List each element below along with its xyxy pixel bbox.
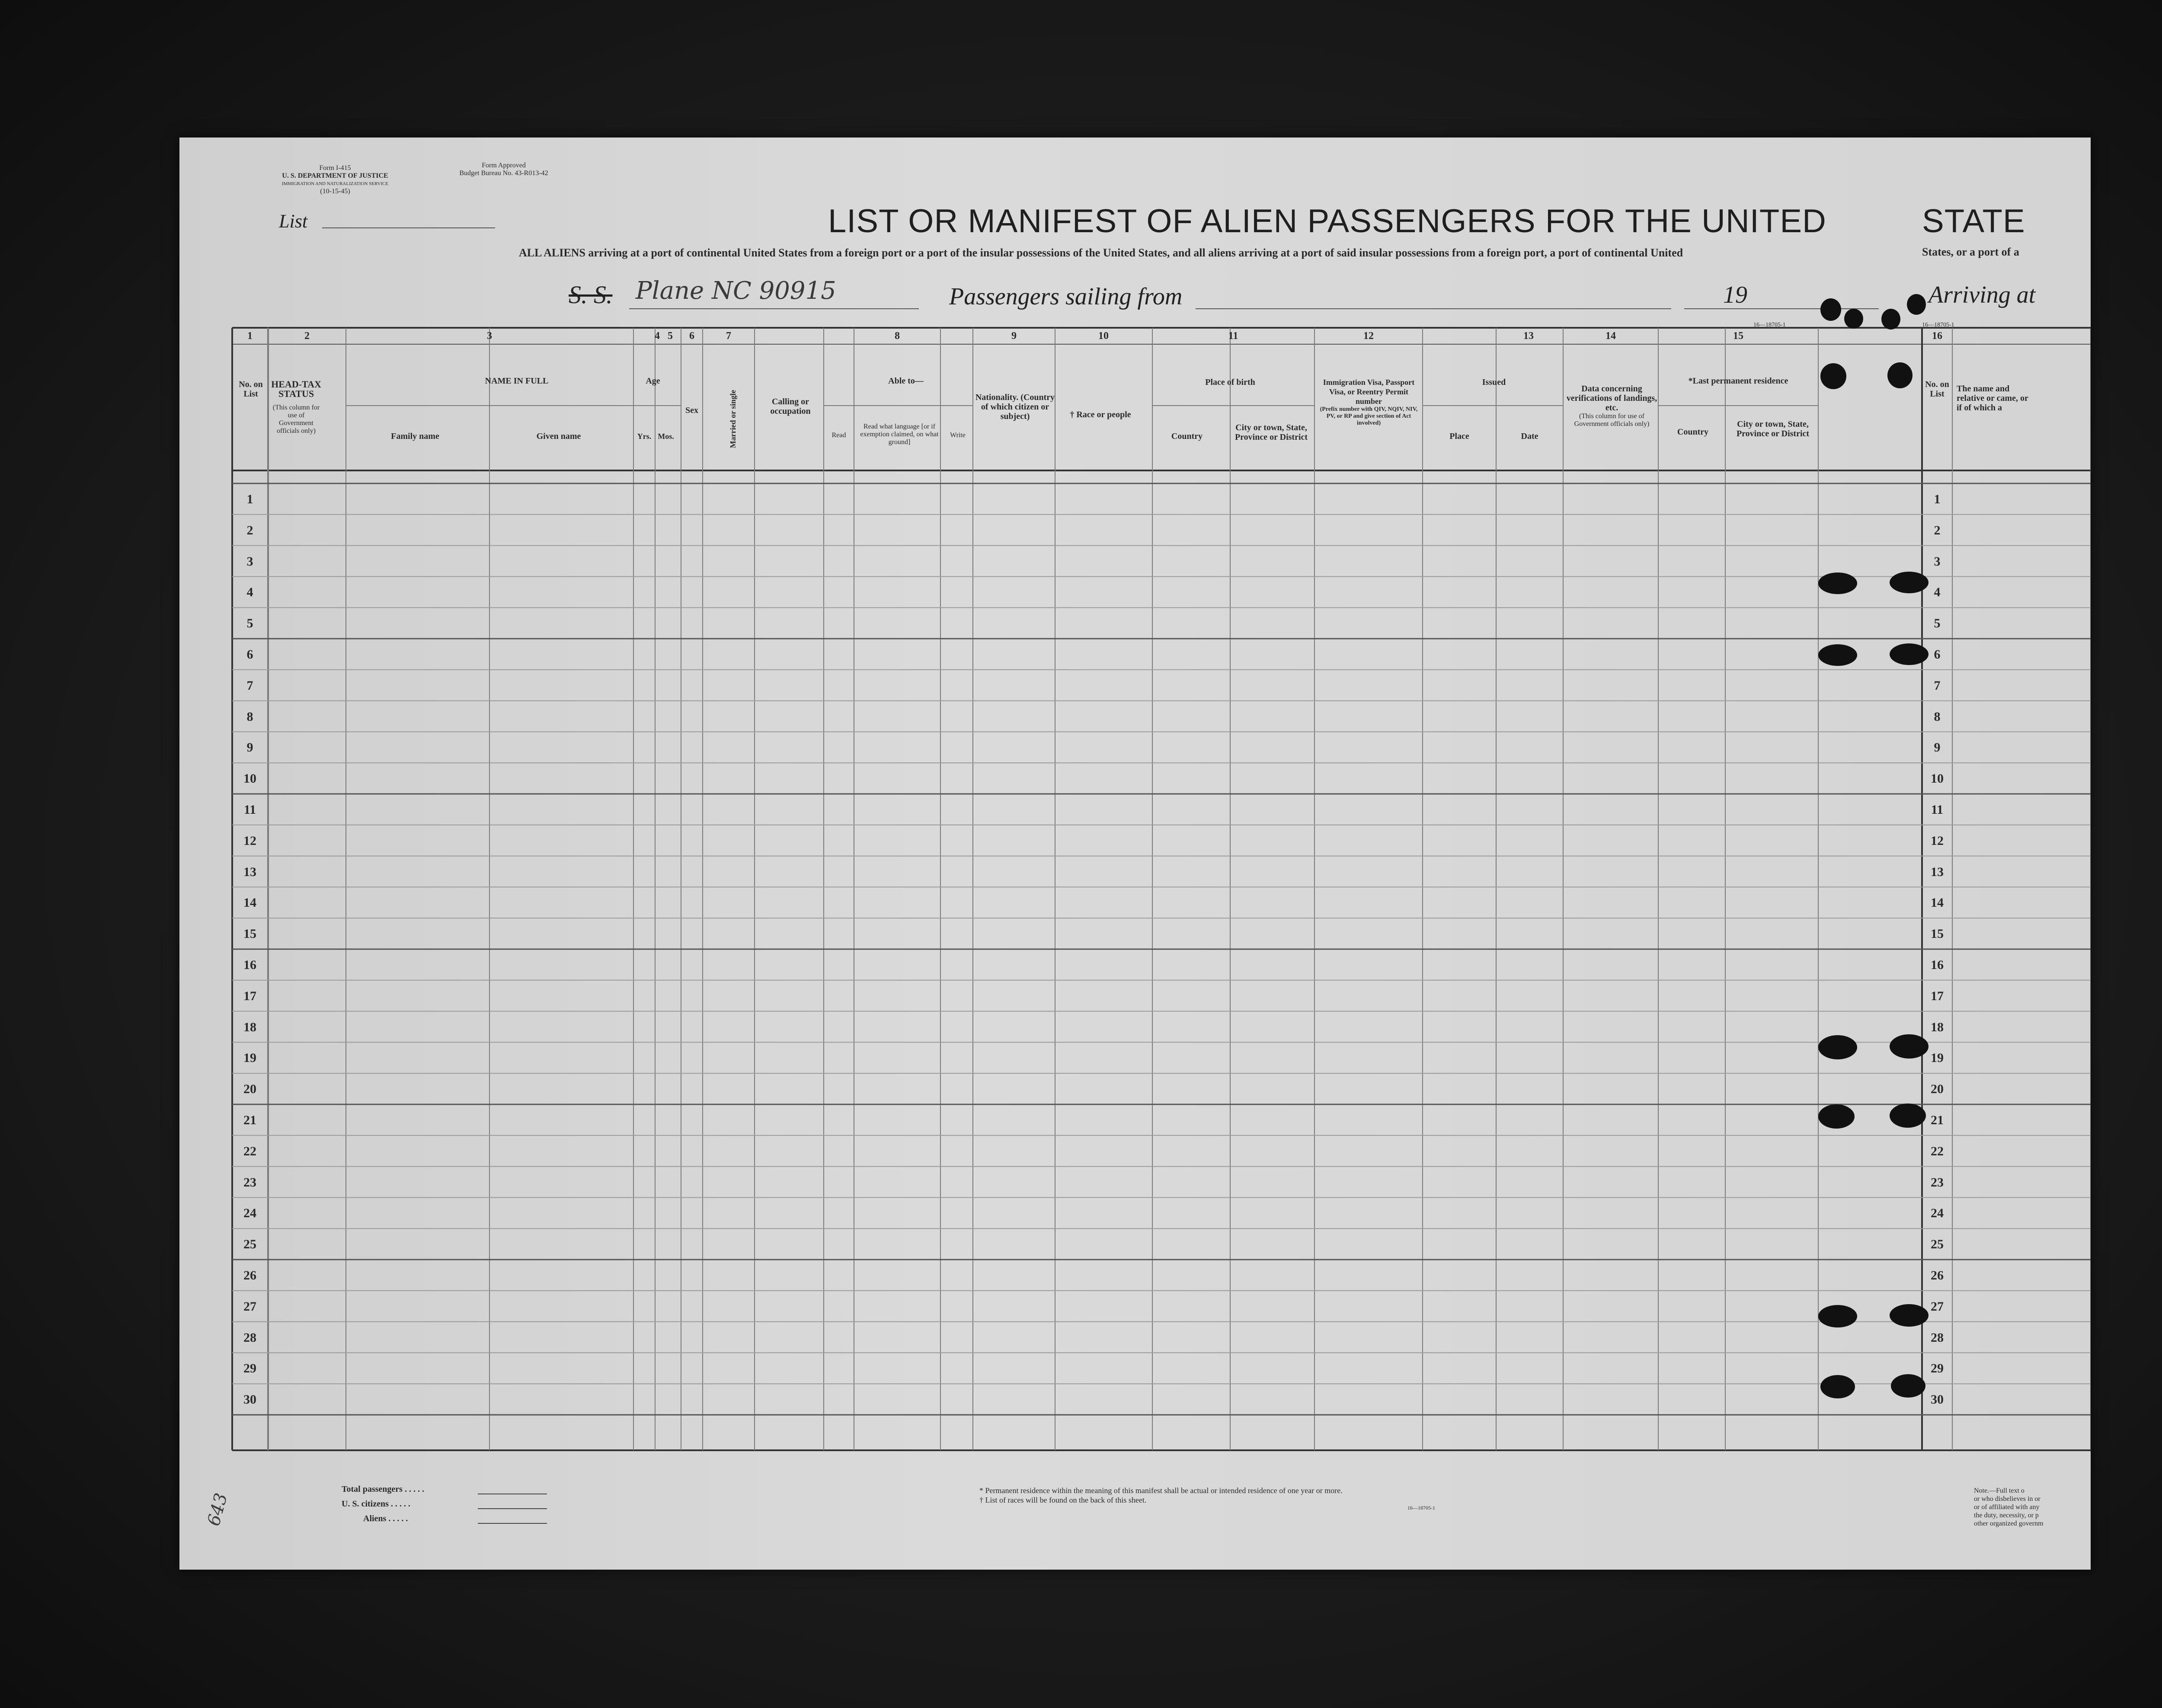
row-number: 1 (1934, 492, 1941, 506)
punch-hole (1818, 1104, 1855, 1129)
page-subtitle: ALL ALIENS arriving at a port of continental United States from a foreign port or a port of the insular possessions of the United States, and all aliens arriving at a port of said insular possessions from a foreign port, a port of continental United (519, 246, 1683, 259)
column-number: 10 (1098, 330, 1109, 342)
row-number: 1 (246, 492, 253, 506)
row-number: 25 (1931, 1237, 1944, 1252)
column-number: 3 (487, 330, 492, 342)
punch-hole (1891, 1374, 1925, 1398)
row-number: 5 (246, 616, 253, 631)
column-number: 1 (247, 330, 253, 342)
margin-handwritten-mark: 643 (204, 1491, 232, 1528)
row-number: 23 (243, 1175, 256, 1190)
row-number: 28 (243, 1330, 256, 1345)
row-number: 17 (1931, 988, 1944, 1003)
punch-hole (1820, 1375, 1855, 1398)
row-number: 30 (243, 1392, 256, 1407)
manifest-sheet (179, 138, 2091, 1570)
column-number: 8 (895, 330, 900, 342)
row-number: 11 (243, 803, 256, 817)
row-number: 3 (246, 554, 253, 569)
row-number: 13 (243, 864, 256, 879)
row-number: 14 (243, 896, 256, 910)
row-number: 28 (1931, 1330, 1944, 1345)
note-right: Note.—Full text o or who disbelieves in or or of affiliated with any the duty, necessity, or p other organized governm (1974, 1487, 2044, 1527)
row-number: 20 (1931, 1082, 1944, 1097)
year-prefix: 19 (1723, 281, 1747, 308)
row-number: 8 (246, 709, 253, 724)
us-citizens-label: U. S. citizens . . . . . (342, 1499, 410, 1509)
row-number: 19 (1931, 1051, 1944, 1065)
header-read-what-language: Read what language [or if exemption claimed, on what ground] (860, 423, 939, 446)
column-number: 6 (689, 330, 694, 342)
header-family-name: Family name (391, 432, 439, 441)
punch-hole (1844, 309, 1863, 329)
column-number: 11 (1228, 330, 1238, 342)
header-visa (1316, 377, 1422, 427)
header-issued-place: Place (1449, 432, 1469, 441)
row-number: 3 (1934, 554, 1941, 569)
row-number: 2 (246, 523, 253, 537)
punch-hole (1820, 298, 1841, 321)
punch-hole (1887, 362, 1913, 388)
header-residence-country: Country (1677, 427, 1709, 437)
form-approved: Form Approved (482, 162, 526, 169)
header-data-concerning (1565, 384, 1658, 428)
row-number: 4 (246, 585, 253, 600)
row-number: 16 (1931, 958, 1944, 972)
page-title-continued: STATE (1922, 203, 2025, 240)
row-number: 10 (1931, 771, 1944, 786)
row-number: 14 (1931, 896, 1944, 910)
department-name: U. S. DEPARTMENT OF JUSTICE (282, 172, 388, 179)
row-number: 17 (243, 988, 256, 1003)
total-passengers-label: Total passengers . . . . . (342, 1484, 424, 1494)
header-no-on-list: No. on List (239, 380, 263, 399)
form-date-code: (10-15-45) (320, 188, 350, 195)
row-number: 27 (1931, 1299, 1944, 1314)
row-number: 21 (243, 1113, 256, 1127)
header-given-name: Given name (536, 432, 581, 441)
row-number: 29 (243, 1361, 256, 1376)
print-code-top-right: 16—18705-1 (1922, 322, 1954, 328)
punch-hole (1820, 363, 1846, 389)
header-name-in-full: NAME IN FULL (485, 376, 549, 386)
header-last-residence: *Last permanent residence (1688, 376, 1788, 386)
row-number: 26 (1931, 1268, 1944, 1283)
header-married-or-single: Married or single (729, 390, 737, 448)
service-name: IMMIGRATION AND NATURALIZATION SERVICE (281, 181, 389, 186)
row-number: 11 (1931, 803, 1944, 817)
punch-hole (1818, 1305, 1857, 1327)
punch-hole (1907, 294, 1926, 315)
column-number: 15 (1733, 330, 1743, 342)
footnote-races: † List of races will be found on the back of this sheet. (979, 1496, 1147, 1504)
header-age-years: Yrs. (637, 432, 652, 441)
row-number: 22 (243, 1144, 256, 1158)
row-number: 24 (1931, 1206, 1944, 1221)
header-age: Age (646, 376, 660, 386)
row-number: 23 (1931, 1175, 1944, 1190)
header-race-or-people: † Race or people (1070, 410, 1131, 419)
row-number: 20 (243, 1082, 256, 1097)
row-number: 7 (246, 678, 253, 693)
punch-hole (1890, 1034, 1929, 1059)
row-number: 21 (1931, 1113, 1944, 1127)
header-visa-title: Immigration Visa, Passport Visa, or Reentry Permit number (1323, 378, 1415, 406)
row-number: 9 (246, 740, 253, 755)
punch-hole (1818, 573, 1857, 594)
row-number: 12 (1931, 833, 1944, 848)
header-place-of-birth: Place of birth (1205, 377, 1255, 387)
row-number: 10 (243, 771, 256, 786)
header-residence-city: City or town, State, Province or District (1736, 419, 1810, 438)
aliens-label: Aliens . . . . . (363, 1514, 408, 1523)
row-number: 29 (1931, 1361, 1944, 1376)
column-number: 4 (655, 330, 660, 342)
header-data-concerning-title: Data concerning verifications of landings, etc. (1566, 384, 1657, 413)
row-number: 9 (1934, 740, 1941, 755)
row-number: 2 (1934, 523, 1941, 537)
punch-hole (1890, 1304, 1929, 1327)
row-number: 6 (246, 647, 253, 662)
page-title: LIST OR MANIFEST OF ALIEN PASSENGERS FOR THE UNITED (828, 203, 1826, 240)
punch-hole (1818, 1035, 1857, 1059)
punch-hole (1890, 643, 1929, 665)
column-number: 13 (1523, 330, 1534, 342)
punch-hole (1890, 572, 1929, 593)
row-number: 7 (1934, 678, 1941, 693)
column-number: 14 (1606, 330, 1616, 342)
row-number: 30 (1931, 1392, 1944, 1407)
column-number: 2 (304, 330, 310, 342)
row-number: 8 (1934, 709, 1941, 724)
header-age-months: Mos. (658, 432, 674, 441)
print-code-top: 16—18705-1 (1753, 322, 1786, 328)
header-calling-occupation: Calling or occupation (770, 397, 811, 416)
footnote-residence: * Permanent residence within the meaning of this manifest shall be actual or intended residence of one year or more. (979, 1486, 1343, 1495)
row-number: 4 (1934, 585, 1941, 600)
us-citizens-field (478, 1508, 547, 1509)
manifest-grid (179, 138, 2091, 1570)
aliens-field (478, 1523, 547, 1524)
row-number: 5 (1934, 616, 1941, 631)
budget-bureau-number: Budget Bureau No. 43-R013-42 (459, 170, 548, 177)
column-number: 12 (1363, 330, 1374, 342)
sailing-from-label: Passengers sailing from (949, 283, 1183, 310)
row-number: 15 (243, 927, 256, 941)
row-number: 13 (1931, 864, 1944, 879)
row-number: 16 (243, 958, 256, 972)
row-number: 18 (1931, 1020, 1944, 1034)
header-data-concerning-note: (This column for use of Government officials only) (1574, 413, 1650, 428)
header-write: Write (950, 432, 966, 439)
column-number: 7 (726, 330, 731, 342)
print-code-bottom: 16—18705-1 (1407, 1505, 1435, 1511)
punch-hole (1890, 1103, 1926, 1128)
header-read: Read (832, 432, 846, 439)
arriving-label: Arriving at (1929, 281, 2036, 308)
ss-label: S. S. (569, 281, 613, 309)
punch-hole (1818, 644, 1857, 666)
row-number: 22 (1931, 1144, 1944, 1158)
row-number: 18 (243, 1020, 256, 1034)
row-number: 26 (243, 1268, 256, 1283)
column-number: 16 (1932, 330, 1942, 342)
header-visa-note: (Prefix number with QIV, NQIV, NIV, PV, or RP and give section of Act involved) (1320, 406, 1418, 426)
header-head-tax-title: HEAD-TAX STATUS (271, 379, 321, 399)
form-number: Form I-415 (319, 164, 351, 172)
page-subtitle-continued: States, or a port of a (1922, 246, 2019, 258)
row-number: 27 (243, 1299, 256, 1314)
header-head-tax-note: (This column for use of Government officials only) (272, 404, 320, 435)
header-nationality: Nationality. (Country of which citizen or subject) (975, 393, 1055, 421)
header-birth-city: City or town, State, Province or District (1235, 423, 1308, 442)
header-able-to: Able to— (888, 376, 924, 386)
header-head-tax (270, 380, 322, 435)
header-issued: Issued (1482, 377, 1506, 387)
header-no-on-list-right: No. on List (1925, 380, 1949, 399)
row-number: 24 (243, 1206, 256, 1221)
column-number: 5 (668, 330, 673, 342)
column-number: 9 (1011, 330, 1017, 342)
header-issued-date: Date (1521, 432, 1538, 441)
header-name-relative: The name and relative or came, or if of which a (1957, 384, 2028, 413)
row-number: 19 (243, 1051, 256, 1065)
row-number: 12 (243, 833, 256, 848)
punch-hole (1881, 309, 1900, 329)
row-number: 6 (1934, 647, 1941, 662)
header-birth-country: Country (1171, 432, 1203, 441)
row-number: 15 (1931, 927, 1944, 941)
row-number: 25 (243, 1237, 256, 1252)
header-sex: Sex (685, 406, 698, 415)
list-label: List (279, 211, 308, 232)
vessel-name: Plane NC 90915 (636, 277, 836, 305)
